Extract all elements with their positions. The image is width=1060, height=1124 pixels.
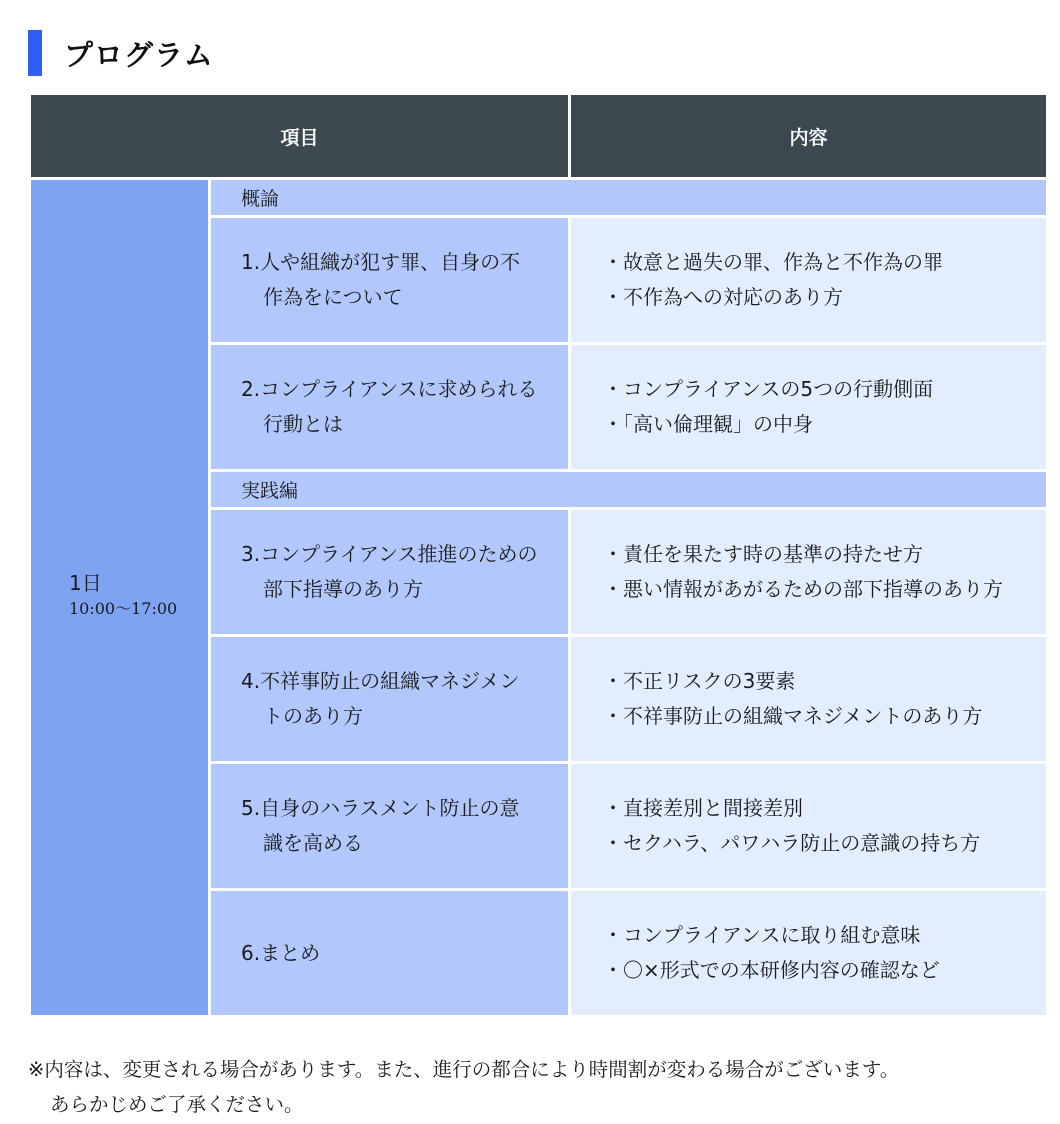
item-text: 6.まとめ [241, 940, 321, 965]
item-cell [210, 344, 570, 471]
content-bullet: ・不祥事防止の組織マネジメントのあり方 [603, 704, 983, 728]
page-title: プログラム [64, 37, 214, 72]
section-row [30, 179, 1048, 217]
content-bullet: ・不正リスクの3要素 [603, 669, 796, 693]
content-cell [570, 636, 1048, 763]
item-text: 1.人や組織が犯す罪、自身の不作為をについて [241, 250, 521, 309]
content-bullet: ・コンプライアンスに取り組む意味 [603, 923, 921, 947]
item-cell [210, 509, 570, 636]
content-bullet: ・〇×形式での本研修内容の確認など [603, 958, 940, 982]
item-text: 5.自身のハラスメント防止の意識を高める [241, 796, 520, 855]
content-cell [570, 763, 1048, 890]
table-header-row [30, 94, 1048, 179]
content-cell [570, 344, 1048, 471]
program-table [28, 92, 1049, 1018]
content-bullet: ・コンプライアンスの5つの行動側面 [603, 377, 934, 401]
item-text: 3.コンプライアンス推進のための部下指導のあり方 [241, 542, 538, 601]
content-bullet: ・不作為への対応のあり方 [603, 285, 844, 309]
content-bullet: ・「高い倫理観」の中身 [603, 412, 814, 436]
content-bullet: ・責任を果たす時の基準の持たせ方 [603, 542, 924, 566]
section-label: 実践編 [210, 471, 1048, 509]
content-cell [570, 509, 1048, 636]
item-cell [210, 217, 570, 344]
day-cell [30, 179, 210, 1017]
schedule-note [28, 1052, 1038, 1122]
content-cell [570, 890, 1048, 1017]
item-text: 2.コンプライアンスに求められる行動とは [241, 377, 538, 436]
item-cell [210, 636, 570, 763]
item-cell [210, 890, 570, 1017]
note-line-2: あらかじめご了承ください。 [50, 1093, 304, 1116]
day-label: 1日 [69, 570, 102, 595]
content-cell [570, 217, 1048, 344]
section-label: 概論 [210, 179, 1048, 217]
header-content: 内容 [570, 94, 1048, 179]
program-heading [28, 30, 214, 76]
content-bullet: ・悪い情報があがるための部下指導のあり方 [603, 577, 1004, 601]
day-time: 10:00～17:00 [69, 598, 178, 618]
content-bullet: ・直接差別と間接差別 [603, 796, 804, 820]
content-bullet: ・故意と過失の罪、作為と不作為の罪 [603, 250, 944, 274]
note-line-1: ※内容は、変更される場合があります。また、進行の都合により時間割が変わる場合がございます。 [28, 1058, 900, 1081]
heading-accent-bar [28, 30, 42, 76]
header-item: 項目 [30, 94, 570, 179]
item-cell [210, 763, 570, 890]
content-bullet: ・セクハラ、パワハラ防止の意識の持ち方 [603, 831, 981, 855]
item-text: 4.不祥事防止の組織マネジメントのあり方 [241, 669, 520, 728]
